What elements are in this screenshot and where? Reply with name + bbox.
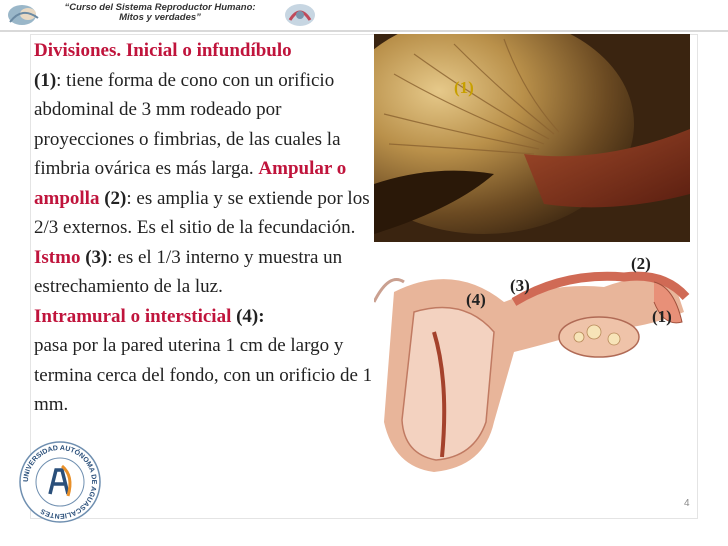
- university-seal-icon: [18, 440, 102, 524]
- term-2-text: : es amplia y se extiende por los 2/3 externos. Es el sitio de la fecundación.: [34, 187, 370, 238]
- term-4-label: Intramural o intersticial: [34, 305, 232, 327]
- diagram-label-4: (4): [466, 290, 486, 309]
- term-2-number: (2): [104, 187, 127, 209]
- diagram-label-2: (2): [631, 254, 651, 273]
- slide-heading: Divisiones. Inicial o infundíbulo: [34, 40, 292, 61]
- slide-body: [34, 36, 379, 420]
- infundibulum-photo: [374, 34, 690, 242]
- term-4-text: pasa por la pared uterina 1 cm de largo y termina cerca del fondo, con un orificio de 1 mm.: [34, 335, 373, 415]
- term-3-label: Istmo: [34, 246, 81, 268]
- diagram-label-1: (1): [652, 307, 672, 326]
- photo-label-1: (1): [454, 78, 474, 97]
- term-4-number: (4):: [236, 305, 265, 327]
- page-number: 4: [684, 498, 690, 509]
- reproductive-logo-right-icon: [280, 2, 320, 28]
- reproductive-logo-left-icon: [4, 2, 46, 28]
- course-title-line2: Mitos y verdades”: [119, 12, 201, 23]
- term-3-text: : es el 1/3 interno y muestra un estrechamiento de la luz.: [34, 246, 343, 297]
- course-title-line1: “Curso del Sistema Reproductor Humano:: [64, 2, 256, 13]
- header-divider: [0, 30, 728, 32]
- term-3-number: (3): [85, 246, 108, 268]
- course-title: [50, 3, 270, 23]
- uterus-tube-diagram: [374, 242, 696, 478]
- diagram-label-3: (3): [510, 276, 530, 295]
- term-1-number: (1): [34, 69, 57, 91]
- term-2-label: Ampular o ampolla: [34, 158, 347, 209]
- term-1-text: : tiene forma de cono con un orificio abdominal de 3 mm rodeado por proyecciones o fimbrias, de las cuales la fimbria ovárica es más larga.: [34, 69, 341, 179]
- seal-text: UNIVERSIDAD AUTÓNOMA DE AGUASCALIENTES: [22, 444, 98, 520]
